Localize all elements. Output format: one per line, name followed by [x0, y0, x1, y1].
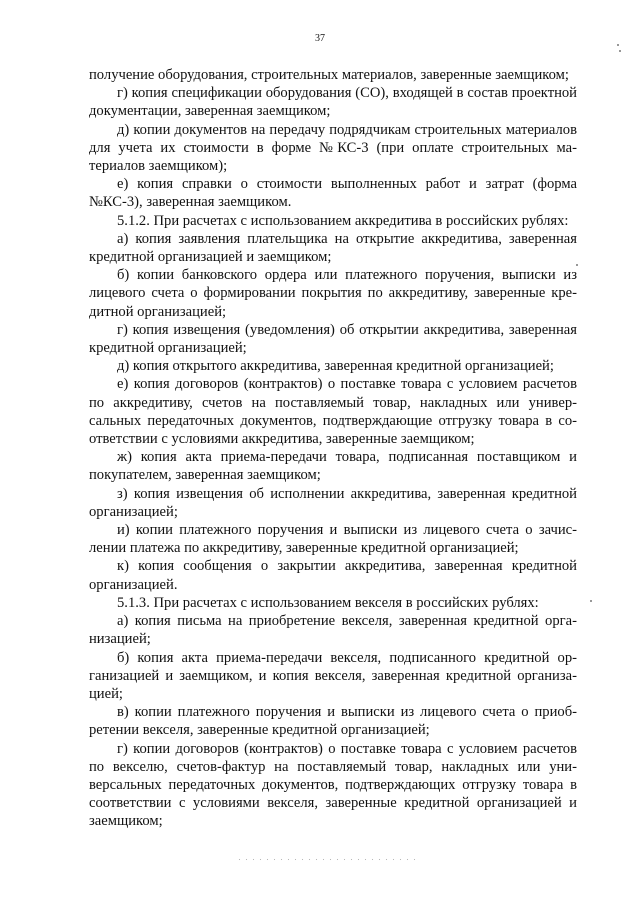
- paragraph: г) копии договоров (контрактов) о поставке товара с условием расчетов по векселю, счетов-фактур на поставляемый товар, накладных или универсальных передаточных документов, подтверждающих отгрузку товара в соответствии с условиями векселя, заверенные кредитной организацией и заемщиком;: [89, 740, 577, 830]
- paragraph: в) копии платежного поручения и выписки из лицевого счета о приобретении векселя, заверенные кредитной организацией;: [89, 704, 577, 739]
- paragraph: к) копия сообщения о закрытии аккредитива, заверенная кредитной организацией.: [89, 558, 577, 593]
- paragraph: получение оборудования, строительных материалов, заверенные заемщиком;: [89, 67, 569, 83]
- scan-noise: [236, 858, 416, 861]
- paragraph: а) копия заявления плательщика на открытие аккредитива, заверенная кредитной организацией и заемщиком;: [89, 230, 577, 266]
- paragraph: г) копия извещения (уведомления) об открытии аккредитива, заверенная кредитной организацией;: [89, 321, 577, 357]
- paragraph: а) копия письма на приобретение векселя, заверенная кредитной организацией;: [89, 613, 577, 648]
- paragraph: з) копия извещения об исполнении аккредитива, заверенная кредитной организацией;: [89, 485, 577, 520]
- scan-speck: [617, 44, 619, 46]
- document-body: [89, 66, 577, 831]
- paragraph: д) копия открытого аккредитива, заверенная кредитной организацией;: [117, 358, 554, 375]
- paragraph: д) копии документов на передачу подрядчикам строительных материалов для учета их стоимости в форме №КС-3 (при оплате строительных материалов заемщиком);: [89, 121, 577, 175]
- paragraph: б) копия акта приема-передачи векселя, подписанного кредитной организацией и заемщиком, и копия векселя, заверенная кредитной организацией;: [89, 649, 577, 702]
- paragraph: ж) копия акта приема-передачи товара, подписанная поставщиком и покупателем, заверенная заемщиком;: [89, 449, 577, 484]
- scan-speck: [619, 50, 621, 52]
- scan-speck: [576, 264, 578, 266]
- page-number: 37: [315, 33, 325, 44]
- paragraph: б) копии банковского ордера или платежного поручения, выписки из лицевого счета о формировании покрытия по аккредитиву, заверенные кредитной организацией;: [89, 267, 577, 320]
- scan-speck: [590, 600, 592, 602]
- paragraph: г) копия спецификации оборудования (СО), входящей в состав проектной документации, заверенная заемщиком;: [89, 85, 577, 120]
- section-heading: 5.1.2. При расчетах с использованием аккредитива в российских рублях:: [117, 212, 569, 229]
- paragraph: е) копия договоров (контрактов) о поставке товара с условием расчетов по аккредитиву, счетов на поставляемый товар, накладных или универсальных передаточных документов, подтверждающие отгрузку товара в соответствии с условиями аккредитива, заверенные заемщиком;: [89, 376, 577, 448]
- section-heading: 5.1.3. При расчетах с использованием векселя в российских рублях:: [117, 594, 539, 611]
- paragraph: е) копия справки о стоимости выполненных работ и затрат (форма №КС-3), заверенная заемщиком.: [89, 176, 577, 211]
- paragraph: и) копии платежного поручения и выписки из лицевого счета о зачислении платежа по аккредитиву, заверенные кредитной организацией;: [89, 522, 577, 557]
